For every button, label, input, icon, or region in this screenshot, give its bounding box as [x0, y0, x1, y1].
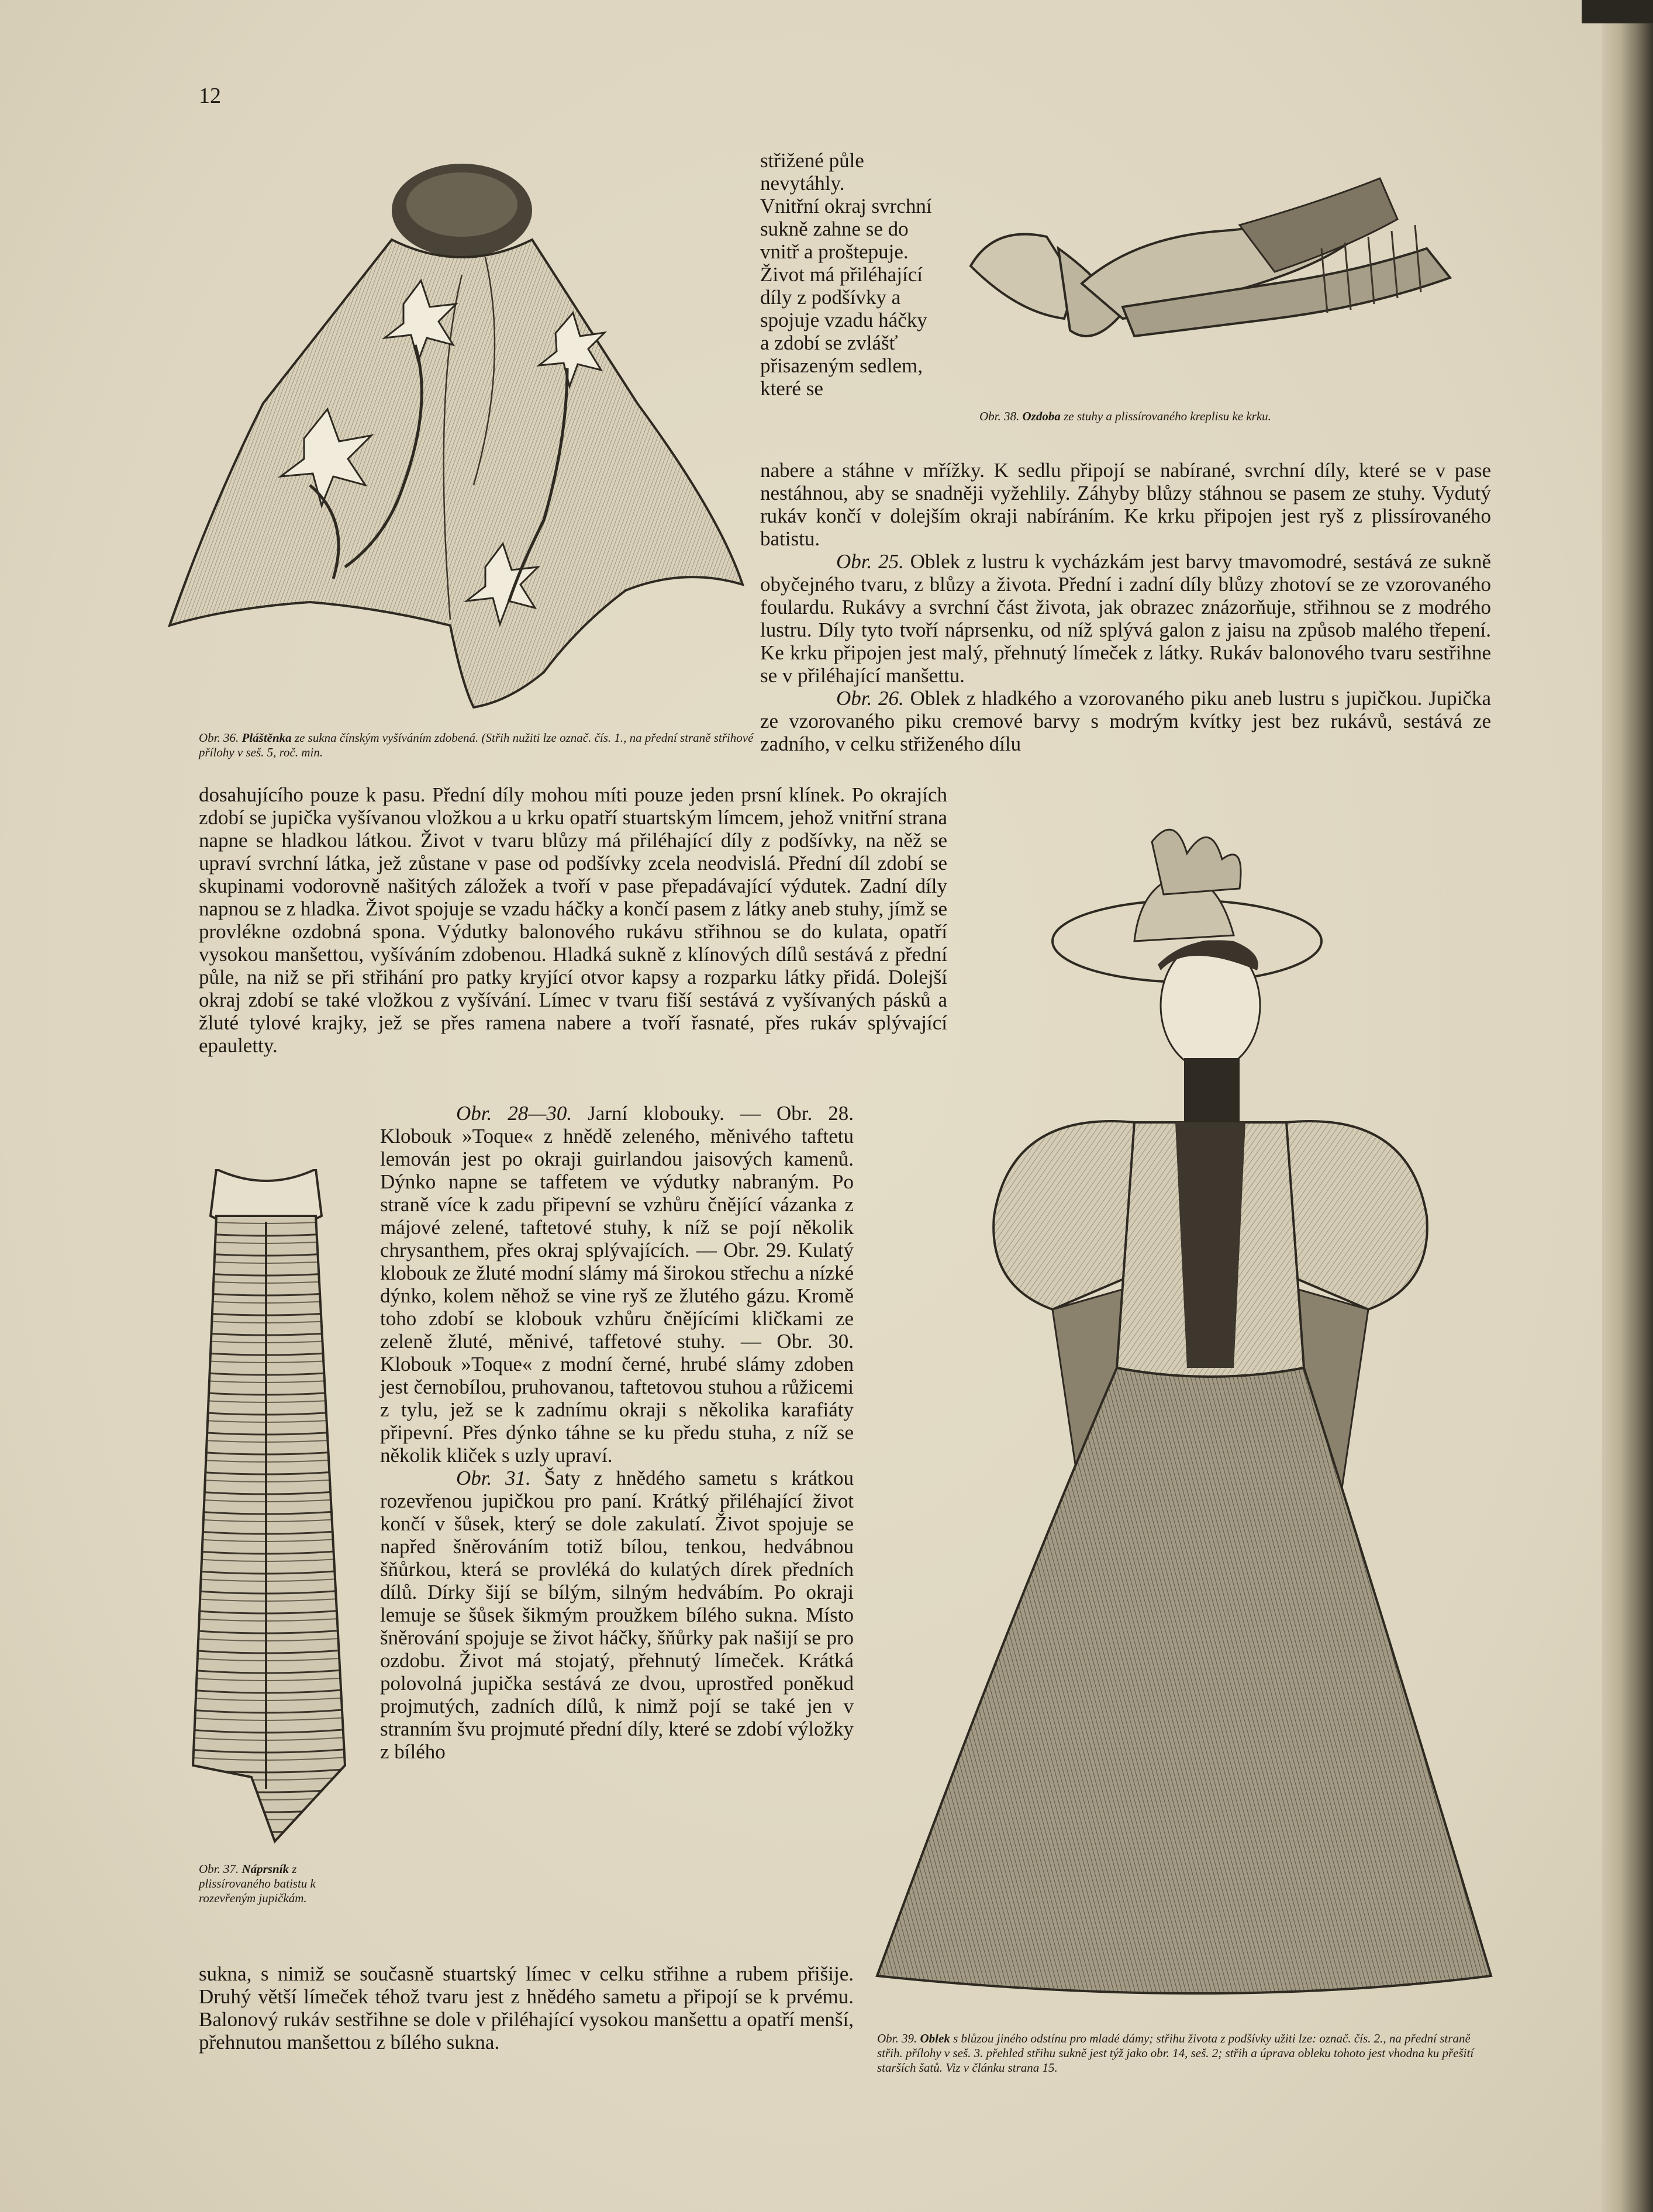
figure-36-caption: Obr. 36. Pláštěnka ze sukna čínským vyšíváním zdobená. (Střih nužiti lze označ. čís. 1., na přední straně střihové přílohy v seš. 5, roč. min.	[199, 731, 754, 759]
page-number: 12	[199, 84, 221, 108]
figure-38-caption: Obr. 38. Ozdoba ze stuhy a plissírovaného kreplisu ke krku.	[979, 409, 1271, 423]
figure-39-caption: Obr. 39. Oblek s blůzou jiného odstínu pro mladé dámy; střihu života z podšívky užiti lze: označ. čís. 2., na přední straně střih. přílohy v seš. 3. přehled střihu sukně jest týž jako obr. 14, seš. 2; střih a úprava obleku tohoto jest vhodna ku přešití starších šatů. Viz v článku strana 15.	[877, 2031, 1474, 2075]
figure-38-ribbon-illustration	[947, 167, 1473, 371]
text-column-top-narrow: střižené půle nevytáhly. Vnitřní okraj svrchní sukně zahne se do vnitř a proštepuje. Život má přiléhající díly z podšívky a spojuje vzadu háčky a zdobí se zvlášť přisazeným sedlem, které se	[760, 149, 932, 400]
spine-edge	[1582, 0, 1653, 23]
text-column-top-right: nabere a stáhne v mřížky. K sedlu připojí se nabírané, svrchní díly, které se v pase nestáhnou, aby se snadněji vyžehlily. Záhyby blůzy stáhnou se pasem ze stuhy. Vydutý rukáv končí v dolejším okraji nabíráním. Ke krku připojen jest ryš z plissírovaného batistu. Obr. 25. Oblek z lustru k vycházkám jest barvy tmavomodré, sestává ze sukně obyčejného tvaru, z blůzy a života. Přední i zadní díly blůzy zhotoví se ze vzorovaného foulardu. Rukávy a svrchní část života, jak obrazec znázorňuje, střihnou se z modrého lustru. Díly tyto tvoří náprsenku, od níž splývá galon z jaisu na způsob malého třepení. Ke krku připojen jest malý, přehnutý límeček z látky. Rukáv balonového tvaru sestřihne se v přiléhající manšettu. Obr. 26. Oblek z hladkého a vzorovaného piku aneb lustru s jupičkou. Jupička ze vzorovaného piku cremové barvy s modrým kvítky jest bez rukávů, sestává ze zadního, v celku střiženého dílu	[760, 459, 1491, 755]
figure-37-jabot-illustration	[170, 1169, 363, 1847]
text-column-bottom-left: sukna, s nimiž se současně stuartský límec v celku střihne a rubem přišije. Druhý větší límeček téhož tvaru jest z hnědého sametu a připojí se k prvému. Balonový rukáv sestřihne se dole v přiléhající vysokou manšettu a opatří menší, přehnutou manšettou z bílého sukna.	[199, 1962, 854, 2054]
text-column-middle: Obr. 28—30. Jarní klobouky. — Obr. 28. Klobouk »Toque« z hnědě zeleného, měnivého taftetu lemován jest po okraji guirlandou jaisových kamenů. Dýnko napne se taffetem ve výdutky nabraným. Po straně více k zadu připevní se vzhůru čnějící vázanka z májové zelené, taftetové stuhy, k níž se pojí několik chrysanthem, přes okraj splývajících. — Obr. 29. Kulatý klobouk ze žluté modní slámy má širokou střechu a nízké dýnko, kolem něhož se vine ryš ze žlutého gázu. Kromě toho zdobí se klobouk vzhůru čnějícími kličkami ze zeleně žluté, měnivé, taffetové stuhy. — Obr. 30. Klobouk »Toque« z modní černé, hrubé slámy zdoben jest černobílou, pruhovanou, taftetovou stuhou a růžicemi z tylu, jež se k zadnímu okraji s několika karafiáty připevní. Přes dýnko táhne se ku předu stuha, z níž se několik kliček s uzly upraví. Obr. 31. Šaty z hnědého sametu s krátkou rozevřenou jupičkou pro paní. Krátký přiléhající život končí v šůsek, který se dole zakulatí. Život spojuje se napřed šněrováním totiž bílou, tenkou, hedvábnou šňůrkou, která se provléká do kulatých dírek předních dílů. Dírky šijí se bílým, silným hedvábím. Po okraji lemuje se šůsek šikmým proužkem bílého sukna. Místo šněrování spojuje se život háčky, šňůrky pak našijí se pro ozdobu. Život má stojatý, přehnutý límeček. Krátká polovolná jupička sestává ze dvou, uprostřed poněkud projmutých, zadních dílů, k nimž pojí se také jen v stranním švu projmuté přední díly, které se zdobí výložky z bílého	[380, 1102, 854, 1763]
figure-36-cape-illustration	[158, 158, 766, 713]
book-spine	[1602, 0, 1653, 2212]
figure-37-caption: Obr. 37. Náprsník z plissírovaného batistu k rozevřeným jupičkám.	[199, 1862, 316, 1905]
figure-39-dress-illustration	[860, 807, 1503, 2011]
text-column-left-wide: dosahujícího pouze k pasu. Přední díly mohou míti pouze jeden prsní klínek. Po okrajích zdobí se jupička vyšívanou vložkou a u krku opatří stuartským límcem, jehož vnitřní strana napne se hladkou látkou. Život v tvaru blůzy má přiléhající díly z podšívky, na něž se upraví svrchní látka, jež zůstane v pase od podšívky zcela neodvislá. Přední díl zdobí se skupinami vodorovně našitých záložek a tvoří v pase přepadávající výdutek. Zadní díly napnou se z hladka. Život spojuje se vzadu háčky a končí pasem z látky aneb stuhy, jímž se provlékne ozdobná spona. Výdutky balonového rukávu střihnou se do kulata, opatří vysokou manšettou, vyšíváním zdobenou. Hladká sukně z klínových dílů sestává z přední půle, na niž se při střihání pro patky kryjící otvor kapsy a rozparku látky přidá. Dolejší okraj zdobí se také vložkou z vyšívání. Límec v tvaru fiší sestává z vyšívaných pásků a žluté tylové krajky, jež se přes ramena nabere a tvoří řasnaté, přes rukáv splývající epauletty.	[199, 783, 947, 1057]
